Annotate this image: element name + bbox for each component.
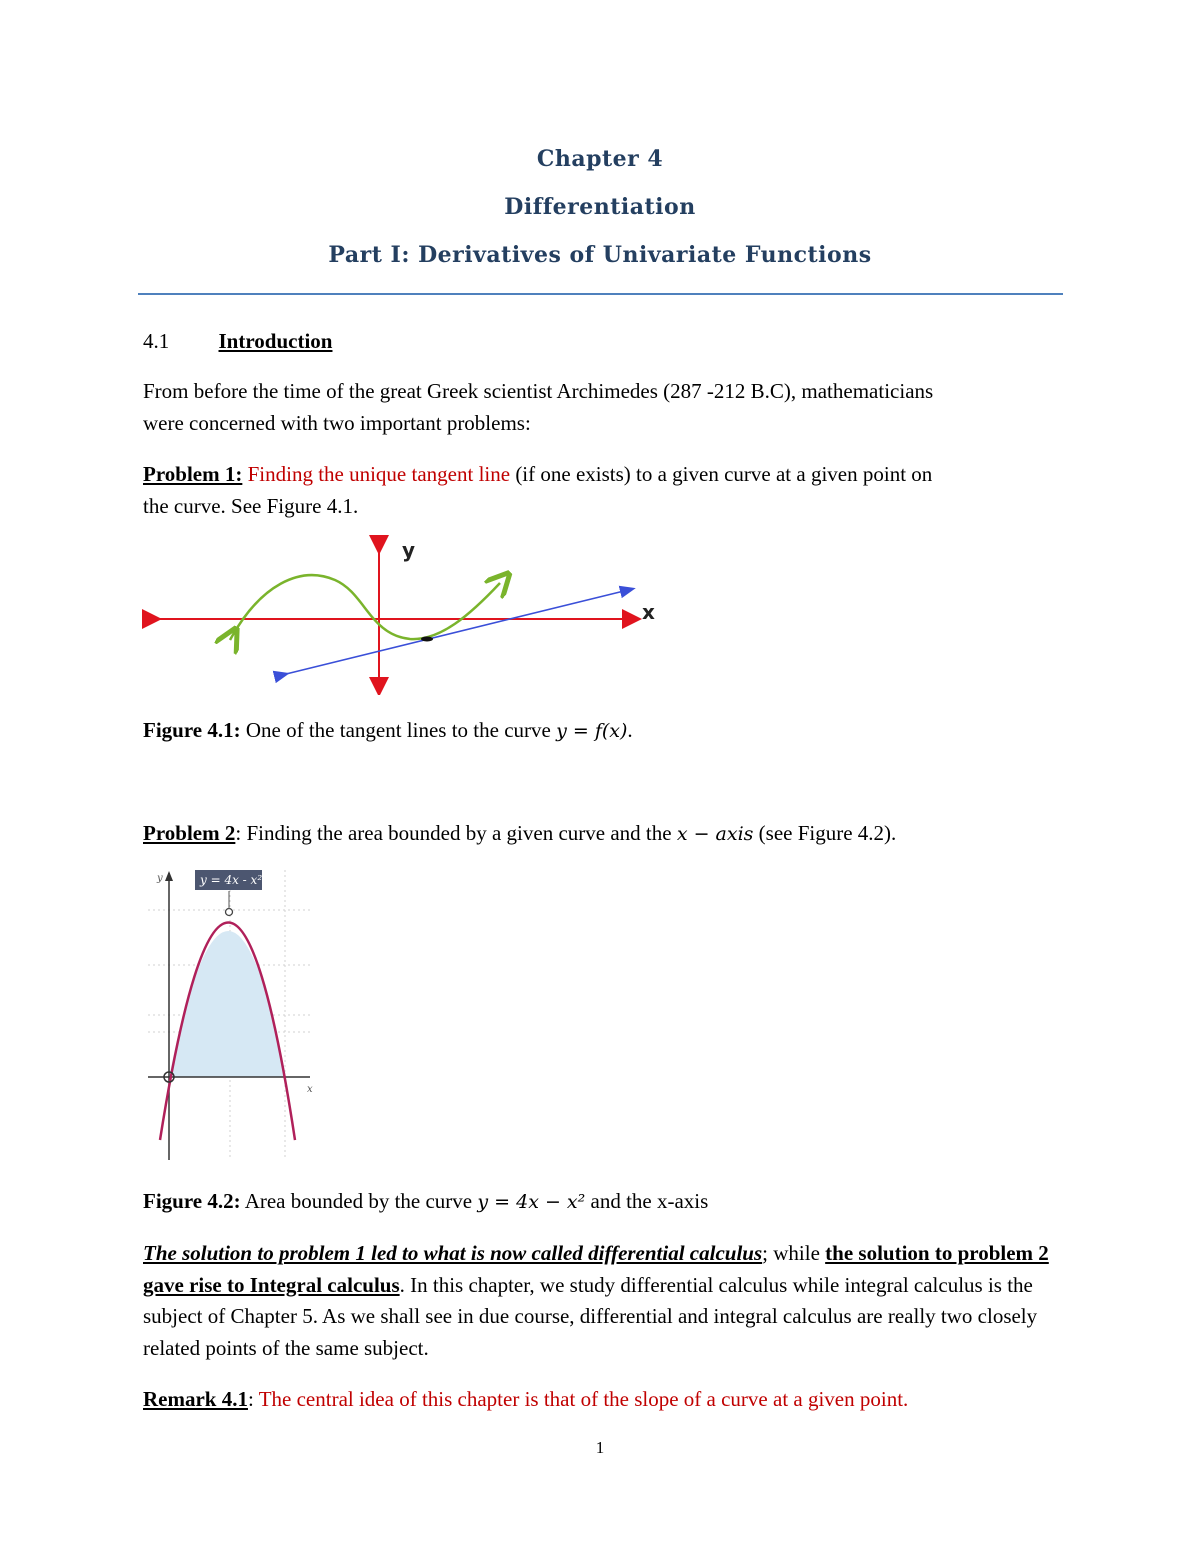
equation-tag: y = 4x - x² (200, 873, 263, 887)
problem2-label: Problem 2 (143, 821, 236, 845)
figure1-caption-math: y = f(x) (556, 720, 628, 742)
remark-label: Remark 4.1 (143, 1387, 248, 1411)
page-number: 1 (595, 1438, 605, 1457)
problem2-line (143, 820, 896, 847)
section-number: 4.1 (143, 329, 170, 353)
section-heading (143, 328, 332, 354)
y-axis-arrow (165, 871, 173, 881)
figure-4-1 (140, 535, 700, 695)
figure1-x-label: x (642, 600, 655, 624)
figure1-caption-label: Figure 4.1: (143, 718, 241, 742)
conclusion-bold: the solution to problem 2 gave rise to Integral calculus (143, 1241, 1049, 1297)
problem2-math: x − axis (676, 823, 754, 845)
problem1-line-1 (143, 461, 932, 487)
chapter-heading: Chapter 4 (536, 146, 664, 172)
figure1-caption-end: . (627, 718, 633, 742)
problem1-text: (if one exists) to a given curve at a given point on (510, 462, 933, 486)
problem2-text: : Finding the area bounded by a given curve and the (235, 821, 677, 845)
section-title: Introduction (218, 329, 333, 353)
vertex-marker (226, 909, 233, 916)
tangent-line (282, 590, 628, 675)
figure1-caption (143, 717, 633, 744)
green-curve (230, 575, 500, 640)
figure2-caption (143, 1188, 708, 1215)
problem2-end: (see Figure 4.2). (753, 821, 897, 845)
conclusion-rest: . In this chapter, we study differential calculus while integral calculus is the subject of Chapter 5. As we shall see in due course, differential and integral calculus are really two closely related points of the same subject. (143, 1272, 1038, 1360)
figure2-caption-end: and the x-axis (585, 1189, 709, 1213)
figure2-caption-math: y = 4x − x² (477, 1191, 586, 1213)
problem1-label: Problem 1: (143, 462, 243, 486)
part-title: Part I: Derivatives of Univariate Functions (328, 242, 872, 268)
remark-colon: : (247, 1387, 259, 1411)
intro-line-2: were concerned with two important problems: (143, 411, 531, 435)
figure2-caption-label: Figure 4.2: (143, 1189, 241, 1213)
tangent-point (421, 637, 433, 642)
conclusion-middle: ; while (762, 1241, 826, 1265)
conclusion-italic: The solution to problem 1 led to what is now called differential calculus (143, 1241, 763, 1265)
figure2-caption-text: Area bounded by the curve (240, 1189, 478, 1213)
problem1-highlight: Finding the unique tangent line (247, 462, 511, 486)
figure2-x-label: x (307, 1084, 313, 1095)
figure1-y-label: y (402, 538, 416, 562)
figure2-y-label: y (157, 873, 163, 884)
remark-text: The central idea of this chapter is that of the slope of a curve at a given point. (258, 1387, 909, 1411)
chapter-title: Differentiation (504, 194, 696, 220)
figure1-caption-text: One of the tangent lines to the curve (240, 718, 557, 742)
problem1-line-2: the curve. See Figure 4.1. (143, 494, 359, 518)
figure-4-2 (145, 865, 325, 1165)
intro-line-1: From before the time of the great Greek scientist Archimedes (287 -212 B.C), mathematicians (143, 379, 934, 403)
conclusion-paragraph (143, 1238, 1063, 1364)
heading-divider (138, 293, 1063, 295)
remark-line (143, 1386, 908, 1412)
